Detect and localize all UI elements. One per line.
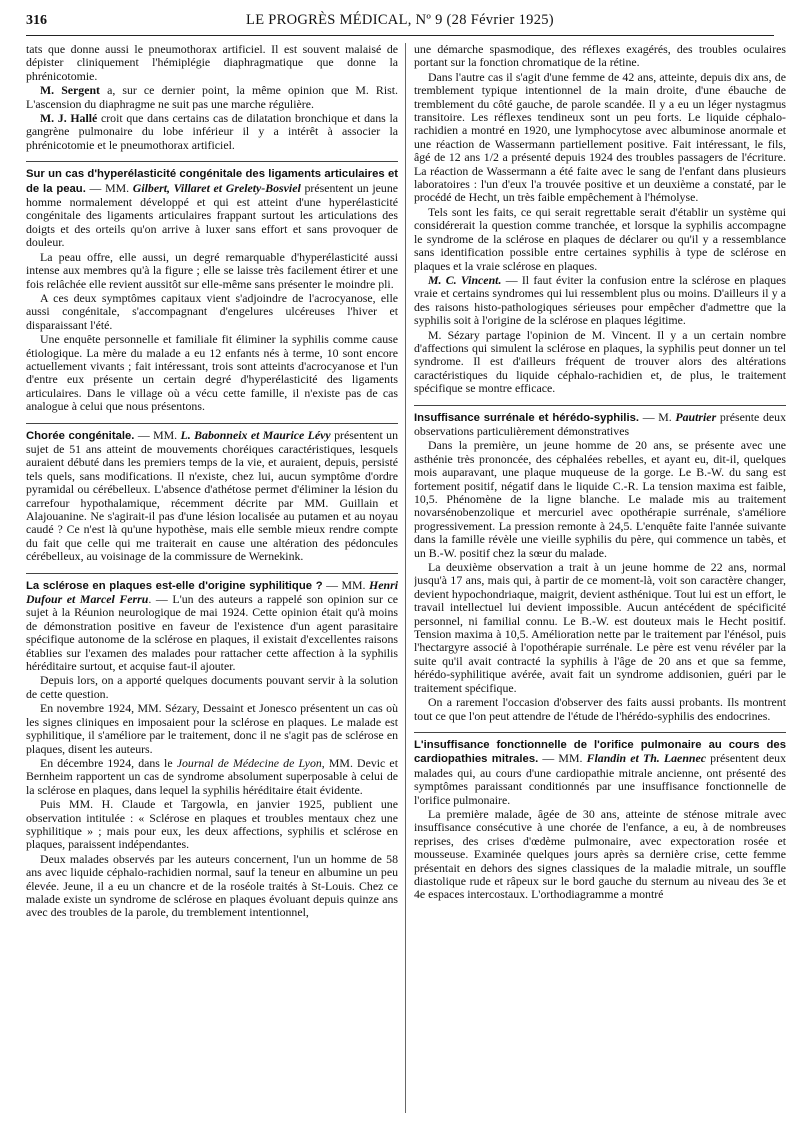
lead-dash: — MM. [538,751,587,766]
paragraph: La peau offre, elle aussi, un degré remarquable d'hyperélasticité aussi intense aux membres qu'à la figure ; elle se laisse très facilement étirer et une fois relâchée elle revient aussitôt sur elle-même sans présenter le moindre pli. [26,249,398,291]
article-choree [26,423,398,564]
paragraph-text: a, sur ce dernier point, la même opinion que M. Rist. L'ascension du diaphragme ne suit pas une marche régulière. [26,83,398,111]
lead-dash: — M. [639,409,676,424]
speaker-name: M. Sergent [40,83,101,98]
article-authors: Gilbert, Villaret et Grelety-Bosviel [132,180,301,195]
article-authors: Henri Dufour et Marcel Ferru [26,577,398,607]
paragraph [414,274,786,328]
paragraph [26,757,398,797]
paragraph: La deuxième observation a trait à un jeune homme de 22 ans, normal jusqu'à 17 ans, mais qui, à partir de ce moment-là, voit son caractère changer, devient hypochondriaque, maigrit, devient asthénique. Tout lui est un effort, le travail intellectuel lui devient impossible. Aucun antécédent de spécificité personnel, ni familial connu. Le B.-W. est douteux mais le Hecht positif. Tension maxima à 10,5. Amélioration nette par le traitement par l'énésol, puis l'hectargyre associé à l'opothérapie surrénale. Le père est venu révéler par la suite qu'il avait contracté la syphilis à l'âge de 20 ans et que sa femme, hérédo-syphilitique avérée, avait fait un syndrome addisonien, guéri par le traitement spécifique. [414,560,786,695]
left-column [26,43,398,1118]
paragraph: Tels sont les faits, ce qui serait regrettable serait d'établir un système qui considérerait la question comme tranchée, et lorsque la syphilis accompagne le syndrome de la sclérose en plaques de déclarer ou qu'il y a ressemblance sans identification possible entre certaines syphilis à type de sclérose en plaques et la vraie sclérose en plaques. [414,204,786,273]
paragraph: Dans la première, un jeune homme de 20 ans, se présente avec une asthénie très prononcée, des céphalées rebelles, et ayant eu, dit-il, quelques mois auparavant, une plaque muqueuse de la gorge. Le B.-W. du sang est fortement positif, négatif dans le liquide C.-R. La tension maxima est faible, 10,5. Phénomène de la ligne blanche. Le malade mis au traitement novarsénobenzolique et mercuriel avec opothérapie surrénale, s'améliore progressivement. La pression remonte à 24,5. L'enquête faite l'année suivante dans la famille révèle une vieille syphilis du père, qui commence un tabès, et un B.-W. positif chez la sœur du malade. [414,438,786,560]
article-title: Chorée congénitale. [26,429,135,442]
article-sclerose [26,573,398,920]
article-pulmonaire [414,732,786,902]
speaker-name: M. C. Vincent. [428,272,502,287]
article-title: La sclérose en plaques est-elle d'origine syphilitique ? [26,579,323,592]
article-lead-paragraph [414,738,786,807]
journal-title: LE PROGRÈS MÉDICAL, Nº 9 (28 Février 1925) [246,12,554,28]
paragraph-text: présentent un jeune homme normalement développé et qui est atteint d'une hyperélasticité congénitale des ligaments articulaires frappant surtout les articulations des doigts et des orteils qu'on arrive à luxer sans effort et sans provoquer de douleur. [26,180,398,250]
article-sclerose-continued [414,43,786,396]
right-column [414,43,786,1118]
article-surrenale [414,405,786,723]
paragraph: une démarche spasmodique, des réflexes exagérés, des troubles oculaires portant sur la fonction chromatique de la rétine. [414,43,786,70]
paragraph: En novembre 1924, MM. Sézary, Dessaint et Jonesco présentent un cas où les signes cliniques en imposaient pour la sclérose en plaques. Le malade est syphilitique, il s'améliore par le traitement, donc il ne s'agit pas de sclérose en plaques, disent les auteurs. [26,701,398,756]
paragraph: Deux malades observés par les auteurs concernent, l'un un homme de 58 ans avec liquide céphalo-rachidien normal, sauf la teneur en albumine un peu élevée. Jeune, il a eu un chancre et de la roséole traités à St-Louis. Chez ce malade existe un syndrome de sclérose en plaques évoluant depuis quinze ans avec des troubles de la parole, du tremblement intentionnel, [26,851,398,920]
header-rule [26,35,774,36]
page-number: 316 [26,13,47,28]
paragraph-text: présentent un sujet de 51 ans atteint de mouvements choréiques caractéristiques, lesquels auraient débuté dans les premiers temps de la vie, et auraient, depuis, persisté tels quels, sans modifications. Il n'existe, chez lui, aucun symptôme d'ordre pyramidal ou cérébelleux. L'absence d'athétose permet d'éliminer la lésion du carrefour hypothalamique, récemment décrite par MM. Guillain et Alajouanine. Ne s'agirait-il pas d'une lésion localisée au putamen et au noyau caudé ? Ce n'est là qu'une hypothèse, mais elle semble mieux rendre compte du fait que celle qui me traiterait en cause une altération des pédoncules cérébelleux, au voisinage de la commissure de Wernekink. [26,427,398,564]
paragraph-text: En décembre 1924, dans le [40,755,177,770]
paragraph: tats que donne aussi le pneumothorax artificiel. Il est souvent malaisé de dépister cliniquement l'hémiplégie diaphragmatique que donne la phrénicotomie. [26,43,398,83]
paragraph: On a rarement l'occasion d'observer des faits aussi probants. Ils montrent tout ce que l'on peut attendre de l'étude de l'hérédo-syphilis des endocrines. [414,695,786,723]
speaker-name: M. J. Hallé [40,111,98,126]
lead-dash: — MM. [134,427,181,442]
paragraph-text: . — L'un des auteurs a rappelé son opinion sur ce sujet à la Réunion neurologique de mai 1924. Cette opinion était qu'à moins de démonstration positive en faveur de l'existence d'un agent parasitaire spécifique autonome de la sclérose en plaques, il existait d'excellentes raisons établies sur l'examen des malades pour rattacher cette affection à la syphilis héréditaire surtout, et acquise faut-il ajouter. [26,592,398,674]
paragraph: Une enquête personnelle et familiale fit éliminer la syphilis comme cause étiologique. La mère du malade a eu 12 enfants nés à terme, 10 sont encore actuellement vivants ; fait intéressant, trois sont atteints d'acrocyanose et l'un d'entre eux présente un certain degré d'hyperélasticité des ligaments articulaires. Dans le village où a vécu cette famille, il n'existe pas de cas analogue à celui que nous présentons. [26,332,398,414]
article-authors: Flandin et Th. Laennec [586,751,707,766]
paragraph: La première malade, âgée de 30 ans, atteinte de sténose mitrale avec insuffisance consécutive à une chorée de l'enfance, a eu, à de nombreuses reprises, des crises d'œdème pulmonaire, avec expectoration rosée et mousseuse. Examinée quelques jours après sa dernière crise, cette femme présentait en dehors des signes classiques de la maladie mitrale, un souffle diastolique rude et râpeux sur le bord gauche du sternum au niveau des 3e et 4e espaces intercostaux. L'orthodiagramme a montré [414,806,786,902]
article-title: Insuffisance surrénale et hérédo-syphilis. [414,411,640,424]
column-separator [405,43,406,1113]
article-authors: Pautrier [675,409,717,424]
article-title: L'insuffisance fonctionnelle de l'orifice pulmonaire au cours des cardiopathies mitrales. [414,738,786,766]
article-hyperelasticite [26,161,398,413]
paragraph-text: — Il faut éviter la confusion entre la sclérose en plaques vraie et certains syndromes qui lui ressemblent plus ou moins. D'ailleurs il y a des raisons histo-pathologiques sérieuses pour empêcher d'admettre que la syphilis soit à l'origine de la sclérose en plaques légitime. [414,272,786,328]
paragraph [26,112,398,152]
paragraph: Dans l'autre cas il s'agit d'une femme de 42 ans, atteinte, depuis dix ans, de tremblement typique intentionnel de la main droite, d'une ébauche de tremblement du côté gauche, de parole scandée. Il y a eu un léger nystagmus transitoire. Les réflexes tendineux sont un peu forts. Le liquide céphalo-rachidien a montré en 1920, une lymphocytose avec albuminose anormale et une réaction de Wassermann partiellement positive. Fait intéressant, le fils, âgé de 12 ans 1/2 a présenté depuis 1924 des troubles passagers de l'écriture. La réaction de Wassermann a été faite avec le sang de l'enfant dans plusieurs laboratoires : l'un d'eux l'a trouvée positive et un deuxième a constaté, par le procédé de Hecht, un très faible empêchement à l'hémolyse. [414,69,786,205]
paragraph-text: présentent deux malades qui, au cours d'une cardiopathie mitrale ancienne, ont présenté des symptômes paraissant conditionnés par une insuffisance fonctionnelle de l'orifice pulmonaire. [414,751,786,807]
article-lead-paragraph [26,429,398,564]
paragraph [26,84,398,111]
journal-citation: Journal de Médecine de Lyon [176,755,322,770]
article-lead-paragraph [26,579,398,674]
paragraph: M. Sézary partage l'opinion de M. Vincent. Il y a un certain nombre d'affections qui simulent la sclérose en plaques, la syphilis peut donner un tel syndrome. Il est d'ailleurs fréquent de trouver alors des altérations caractéristiques du liquide céphalo-rachidien et, de plus, le traitement spécifique se montre efficace. [414,327,786,396]
paragraph: Depuis lors, on a apporté quelques documents pouvant servir à la solution de cette question. [26,673,398,701]
paragraph: A ces deux symptômes capitaux vient s'adjoindre de l'acrocyanose, elle aussi congénitale, s'accompagnant d'engelures ulcéreuses l'hiver et disparaissant l'été. [26,290,398,332]
article-lead-paragraph [26,167,398,249]
lead-dash: — MM. [85,180,133,195]
paragraph-text: croit que dans certains cas de dilatation bronchique et dans la gangrène pulmonaire du lobe inférieur il y a intérêt à associer la phrénicotomie et le pneumothorax artificiel. [26,111,398,152]
article-lead-paragraph [414,411,786,439]
discussion-section [26,43,398,152]
paragraph: Puis MM. H. Claude et Targowla, en janvier 1925, publient une observation intitulée : « Sclérose en plaques et troubles mentaux chez une syphilitique » ; mais pour eux, les deux affections, syphilis et sclérose en plaques, paraissent indépendantes. [26,797,398,852]
running-head [26,12,774,34]
article-title: Sur un cas d'hyperélasticité congénitale des ligaments articulaires et de la peau. [26,168,398,195]
paragraph-text: présente deux observations particulièrement démonstratives [414,409,786,438]
article-authors: L. Babonneix et Maurice Lévy [180,427,331,442]
lead-dash: — MM. [322,577,370,592]
paragraph-text: , MM. Devic et Bernheim rapportent un cas de syndrome absolument superposable à celui de la sclérose en plaques, dans lequel la syphilis héréditaire était évidente. [26,755,398,797]
